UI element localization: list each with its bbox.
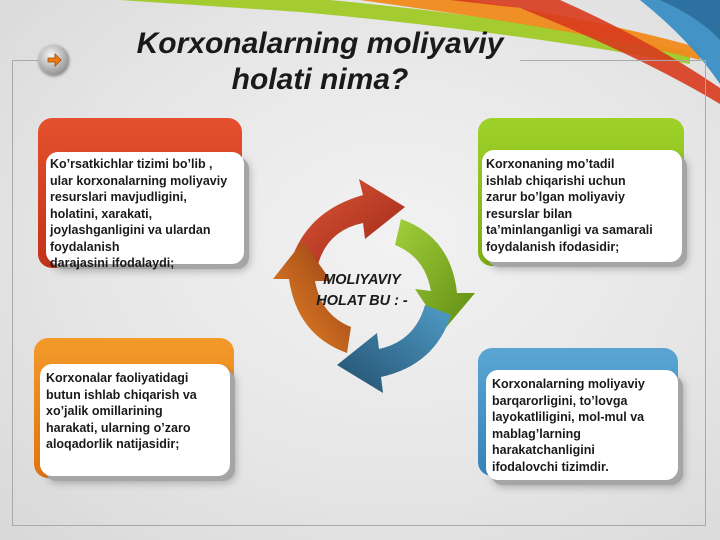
slide-title-line2: holati nima? [231,63,409,96]
cycle-arrow-blue [337,305,451,393]
card-text: Ko’rsatkichlar tizimi bo’lib , ular korxonalarning moliyaviy resurslari mavjudligini, holatini, xarakati, joylashganligini va ulardan foydalanish darajasini ifodalaydi; [50,157,228,270]
center-label-line1: MOLIYAVIY [323,272,401,288]
card-text: Korxonaning mo’tadil ishlab chiqarishi uchun zarur bo’lgan moliyaviy resurslar bilan ta’minlanganligi va samarali foydalanish ifodasidir; [486,157,653,254]
slide-title [100,26,540,98]
card-text: Korxonalarning moliyaviy barqarorligini, to’lovga layokatliligini, mol-mul va mablag’larning harakatchanligini ifodalovchi tizimdir. [492,377,645,474]
frame-top-border [12,60,38,61]
arrow-right-icon[interactable] [39,45,69,75]
card-text: Korxonalar faoliyatidagi butun ishlab chiqarish va xo’jalik omillarining harakati, ularning o’zaro aloqadorlik natijasidir; [46,371,197,451]
cycle-center-label [300,270,424,312]
slide-title-line1: Korxonalarning moliyaviy [136,27,504,60]
frame-top-border [520,60,706,61]
center-label-line2: HOLAT BU : - [316,293,408,309]
